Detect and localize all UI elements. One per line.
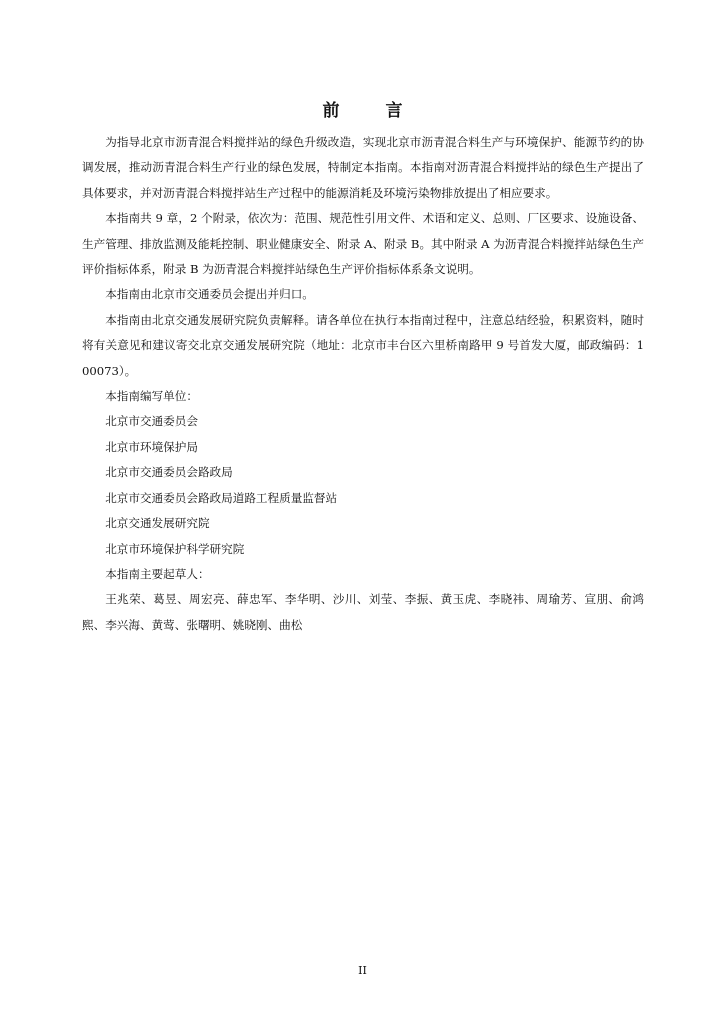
foreword-body bbox=[82, 130, 644, 638]
units-heading: 本指南编写单位： bbox=[105, 389, 198, 404]
page-title: 前 言 bbox=[322, 101, 423, 121]
drafters-list: 王兆荣、葛昱、周宏亮、薛忠军、李华明、沙川、刘莹、李振、黄玉虎、李晓祎、周瑜芳、宣朋、俞鸿熙、李兴海、黄莺、张曙明、姚晓刚、曲松 bbox=[82, 592, 644, 632]
page-number: II bbox=[358, 964, 367, 977]
drafters-heading: 本指南主要起草人： bbox=[105, 566, 210, 581]
paragraph-interpretation: 本指南由北京交通发展研究院负责解释。请各单位在执行本指南过程中，注意总结经验，积累资料，随时将有关意见和建议寄交北京交通发展研究院（地址：北京市丰台区六里桥南路甲 9 号首发大厦，邮政编码：100073）。 bbox=[82, 312, 644, 378]
unit-item: 北京市交通委员会路政局道路工程质量监督站 bbox=[105, 490, 338, 505]
paragraph-purpose: 为指导北京市沥青混合料搅拌站的绿色升级改造，实现北京市沥青混合料生产与环境保护、能源节约的协调发展，推动沥青混合料生产行业的绿色发展，特制定本指南。本指南对沥青混合料搅拌站的绿色生产提出了具体要求，并对沥青混合料搅拌站生产过程中的能源消耗及环境污染物排放提出了相应要求。 bbox=[82, 135, 644, 200]
unit-item: 北京市环境保护科学研究院 bbox=[105, 541, 245, 556]
unit-item: 北京交通发展研究院 bbox=[105, 516, 210, 531]
paragraph-structure: 本指南共 9 章，2 个附录，依次为：范围、规范性引用文件、术语和定义、总则、厂区要求、设施设备、生产管理、排放监测及能耗控制、职业健康安全、附录 A、附录 B。其中附录 A 为沥青混合料搅拌站绿色生产评价指标体系，附录 B 为沥青混合料搅拌站绿色生产评价指标体系条文说明。 bbox=[82, 211, 644, 277]
paragraph-proposer: 本指南由北京市交通委员会提出并归口。 bbox=[105, 287, 314, 302]
unit-item: 北京市环境保护局 bbox=[105, 439, 198, 454]
unit-item: 北京市交通委员会 bbox=[105, 414, 198, 429]
unit-item: 北京市交通委员会路政局 bbox=[105, 465, 233, 480]
